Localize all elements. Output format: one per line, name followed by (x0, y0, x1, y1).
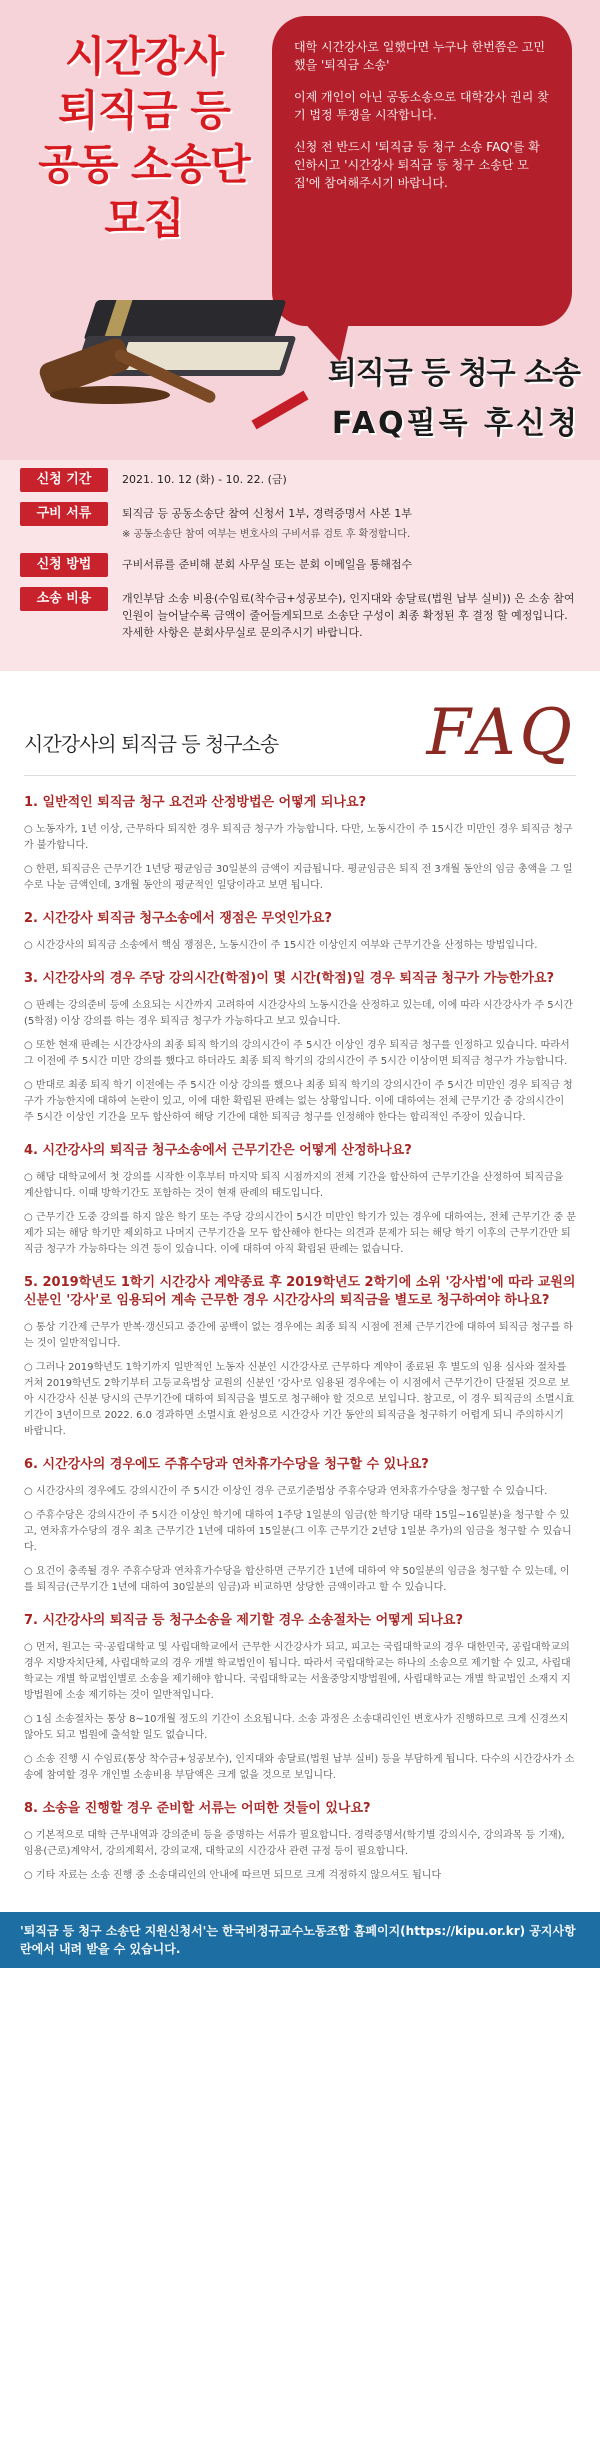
hero-section (0, 0, 600, 460)
book-and-gavel-illustration (40, 300, 280, 410)
info-row-docs (20, 502, 580, 543)
faq-answer: ○ 그러나 2019학년도 1학기까지 일반적인 노동자 신분인 시간강사로 근무하다 계약이 종료된 후 별도의 임용 심사와 절차를 거쳐 2019학년도 2학기부터 고등교육법상 교원의 신분인 '강사'로 임용된 경우에는 이 시점에서 근무기간이 단절된 것으로 보아 시간강사 신분 당시의 근무기간에 대하여 퇴직금을 별도로 청구해야 할 것으로 보입니다. 참고로, 이 경우 퇴직금의 소멸시효기간이 3년이므로 2022. 6.0 경과하면 소멸시효 완성으로 시간강사 기간 동안의 퇴직금을 청구하기 어렵게 되니 주의하시기 바랍니다. (24, 1362, 574, 1437)
application-info (0, 460, 600, 671)
faq-question: 5. 2019학년도 1학기 시간강사 계약종료 후 2019학년도 2학기에 소위 '강사법'에 따라 교원의 신분인 '강사'로 임용되어 계속 근무한 경우 시간강사의 퇴직금을 별도로 청구하여야 하나요? (24, 1275, 576, 1308)
faq-item (24, 970, 576, 1126)
faq-answer: ○ 1심 소송절차는 통상 8~10개월 정도의 기간이 소요됩니다. 소송 과정은 소송대리인인 변호사가 진행하므로 크게 신경쓰지 않아도 되고 법원에 출석할 일도 없습니다. (24, 1714, 569, 1741)
faq-answer: ○ 기본적으로 대학 근무내역과 강의준비 등을 증명하는 서류가 필요합니다. 경력증명서(학기별 강의시수, 강의과목 등 기재), 임용(근로)계약서, 강의계획서, 강의교재, 대학교의 시간강사 관련 규정 등이 필요합니다. (24, 1830, 565, 1857)
hero-title (24, 30, 264, 246)
bubble-paragraph: 신청 전 반드시 '퇴직금 등 청구 소송 FAQ'를 확인하시고 '시간강사 퇴직금 등 청구 소송단 모집'에 참여해주시기 바랍니다. (294, 140, 540, 190)
info-row-period (20, 468, 580, 492)
faq-answer: ○ 해당 대학교에서 첫 강의를 시작한 이후부터 마지막 퇴직 시점까지의 전체 기간을 합산하여 근무기간을 산정하여 퇴직금을 계산합니다. 이때 방학기간도 포함하는 것이 현재 판례의 태도입니다. (24, 1172, 564, 1199)
faq-question: 7. 시간강사의 퇴직금 등 청구소송을 제기할 경우 소송절차는 어떻게 되나요? (24, 1613, 463, 1628)
faq-item (24, 1456, 576, 1596)
faq-item (24, 794, 576, 894)
bubble-paragraph: 대학 시간강사로 일했다면 누구나 한번쯤은 고민했을 '퇴직금 소송' (294, 40, 545, 72)
period-label: 신청 기간 (20, 468, 108, 492)
footer-notice (0, 1912, 600, 1968)
faq-answer: ○ 주휴수당은 강의시간이 주 5시간 이상인 학기에 대하여 1주당 1일분의 임금(한 학기당 대략 15일~16일분)을 청구할 수 있고, 연차휴가수당의 경우 최초 근무기간 1년에 대하여 15일분(그 이후 근무기간 2년당 1일분 추가)의 임금을 청구할 수 있습니다. (24, 1510, 572, 1553)
hero-title-line: 퇴직금 등 (58, 86, 230, 135)
banner-line: FAQ필독 후신청 (331, 406, 580, 441)
faq-answer: ○ 반대로 최종 퇴직 학기 이전에는 주 5시간 이상 강의를 했으나 최종 퇴직 학기의 강의시간이 주 5시간 미만인 경우 퇴직금 청구가 가능한지에 대하여 논란이 있고, 이에 대한 확립된 판례는 없는 상황입니다. 이에 대하여는 전체 근무기간 중 강의시간이 주 5시간 이상인 기간을 모두 합산하여 해당 기간에 대한 퇴직금 청구를 인정해야 한다는 합리적인 주장이 있습니다. (24, 1080, 573, 1123)
footer-text: '퇴직금 등 청구 소송단 지원신청서'는 한국비정규교수노동조합 홈페이지(https://kipu.or.kr) 공지사항란에서 내려 받을 수 있습니다. (20, 1924, 576, 1956)
docs-value-block (108, 502, 412, 543)
faq-answer: ○ 소송 진행 시 수임료(통상 착수금+성공보수), 인지대와 송달료(법원 납부 실비) 등을 부담하게 됩니다. 다수의 시간강사가 소송에 참여할 경우 개인별 소송비용 부담액은 크게 없을 것으로 보입니다. (24, 1754, 575, 1781)
faq-answer: ○ 통상 기간제 근무가 반복·갱신되고 중간에 공백이 없는 경우에는 최종 퇴직 시점에 전체 근무기간에 대하여 퇴직금 청구를 하는 것이 일반적입니다. (24, 1322, 573, 1349)
hero-title-line: 모집 (104, 194, 184, 243)
faq-item (24, 1800, 576, 1884)
method-label: 신청 방법 (20, 553, 108, 577)
cost-value: 개인부담 소송 비용(수임료(착수금+성공보수), 인지대와 송달료(법원 납부 실비)) 은 소송 참여 인원이 늘어날수록 금액이 줄어들게되므로 소송단 구성이 최종 확정된 후 결정 할 예정입니다. 자세한 사항은 분회사무실로 문의주시기 바랍니다. (122, 592, 575, 639)
bubble-paragraph: 이제 개인이 아닌 공동소송으로 대학강사 권리 찾기 법정 투쟁을 시작합니다. (294, 90, 549, 122)
hero-banner (300, 348, 580, 442)
faq-answer: ○ 먼저, 원고는 국·공립대학교 및 사립대학교에서 근무한 시간강사가 되고, 피고는 국립대학교의 경우 대한민국, 공립대학교의 경우 지방자치단체, 사립대학교의 경우 개별 학교법인이 됩니다. 따라서 국립대학교는 하나의 소송으로 제기할 수 있고, 사립대학교는 개별 학교법인별로 소송을 제기해야 합니다. 국립대학교는 서울중앙지방법원에, 사립대학교는 개별 학교법인 소재지 지방법원에 소송 제기하는 것이 일반적입니다. (24, 1642, 571, 1701)
faq-answer: ○ 시간강사의 경우에도 강의시간이 주 5시간 이상인 경우 근로기준법상 주휴수당과 연차휴가수당을 청구할 수 있습니다. (24, 1486, 548, 1497)
faq-heading: 시간강사의 퇴직금 등 청구소송 (24, 732, 279, 756)
faq-answer: ○ 판례는 강의준비 등에 소요되는 시간까지 고려하여 시간강사의 노동시간을 산정하고 있는데, 이에 따라 시간강사가 주 5시간(5학점) 이상 강의를 하는 경우 퇴직금 청구가 가능하다고 보고 있습니다. (24, 1000, 573, 1027)
faq-answer: ○ 근무기간 도중 강의를 하지 않은 학기 또는 주당 강의시간이 5시간 미만인 학기가 있는 경우에 대하여는, 전체 근무기간 중 문제가 되는 해당 학기만 제외하고 나머지 근무기간을 모두 합산해야 한다는 의견과 문제가 되는 해당 학기 이후의 근무기간만 퇴직금 청구가 가능하다는 의견 등이 있습니다. 이에 대하여 아직 확립된 판례는 없습니다. (24, 1212, 577, 1255)
docs-value: 퇴직금 등 공동소송단 참여 신청서 1부, 경력증명서 사본 1부 (122, 507, 412, 520)
faq-header (24, 696, 576, 776)
faq-item (24, 1142, 576, 1258)
faq-question: 8. 소송을 진행할 경우 준비할 서류는 어떠한 것들이 있나요? (24, 1801, 371, 1816)
faq-answer: ○ 노동자가, 1년 이상, 근무하다 퇴직한 경우 퇴직금 청구가 가능합니다. 다만, 노동시간이 주 15시간 미만인 경우 퇴직금 청구가 불가합니다. (24, 824, 573, 851)
faq-answer: ○ 한편, 퇴직금은 근무기간 1년당 평균임금 30일분의 금액이 지급됩니다. 평균임금은 퇴직 전 3개월 동안의 임금 총액을 그 일수로 나눈 금액인데, 3개월 동안의 평균적인 일당이라고 보면 됩니다. (24, 864, 573, 891)
faq-answer: ○ 기타 자료는 소송 진행 중 소송대리인의 안내에 따르면 되므로 크게 걱정하지 않으셔도 됩니다 (24, 1870, 442, 1881)
faq-item (24, 1612, 576, 1784)
faq-item (24, 1274, 576, 1440)
method-value: 구비서류를 준비해 분회 사무실 또는 분회 이메일을 통해접수 (122, 558, 413, 571)
faq-question: 3. 시간강사의 경우 주당 강의시간(학점)이 몇 시간(학점)일 경우 퇴직금 청구가 가능한가요? (24, 971, 555, 986)
faq-item (24, 910, 576, 954)
gavel-base (50, 386, 170, 404)
banner-line: 퇴직금 등 청구 소송 (327, 356, 580, 391)
info-row-cost (20, 587, 580, 641)
docs-label: 구비 서류 (20, 502, 108, 526)
faq-answer: ○ 또한 현재 판례는 시간강사의 최종 퇴직 학기의 강의시간이 주 5시간 이상인 경우 퇴직금 청구를 인정하고 있습니다. 따라서 그 이전에 주 5시간 미만 강의를 했다고 하더라도 최종 퇴직 학기의 강의시간이 주 5시간 이상이면 퇴직금 청구가 가능합니다. (24, 1040, 570, 1067)
faq-badge: FAQ (426, 696, 576, 770)
docs-note: ※ 공동소송단 참여 여부는 변호사의 구비서류 검토 후 확정합니다. (122, 529, 411, 540)
hero-title-line: 공동 소송단 (38, 140, 250, 189)
faq-question: 1. 일반적인 퇴직금 청구 요건과 산정방법은 어떻게 되나요? (24, 795, 367, 810)
faq-question: 4. 시간강사의 퇴직금 청구소송에서 근무기간은 어떻게 산정하나요? (24, 1143, 412, 1158)
book-icon (84, 300, 287, 340)
hero-title-line: 시간강사 (64, 32, 224, 81)
faq-answer: ○ 시간강사의 퇴직금 소송에서 핵심 쟁점은, 노동시간이 주 15시간 이상인지 여부와 근무기간을 산정하는 방법입니다. (24, 940, 538, 951)
info-row-method (20, 553, 580, 577)
cost-label: 소송 비용 (20, 587, 108, 611)
speech-bubble (272, 16, 572, 326)
faq-answer: ○ 요건이 충족될 경우 주휴수당과 연차휴가수당을 합산하면 근무기간 1년에 대하여 약 50일분의 임금을 청구할 수 있는데, 이를 퇴직금(근무기간 1년에 대하여 30일분의 임금)과 비교하면 상당한 금액이라고 할 수 있습니다. (24, 1566, 570, 1593)
faq-question: 6. 시간강사의 경우에도 주휴수당과 연차휴가수당을 청구할 수 있나요? (24, 1457, 429, 1472)
period-value: 2021. 10. 12 (화) - 10. 22. (금) (122, 473, 287, 486)
faq-section (0, 671, 600, 1912)
faq-question: 2. 시간강사 퇴직금 청구소송에서 쟁점은 무엇인가요? (24, 911, 332, 926)
